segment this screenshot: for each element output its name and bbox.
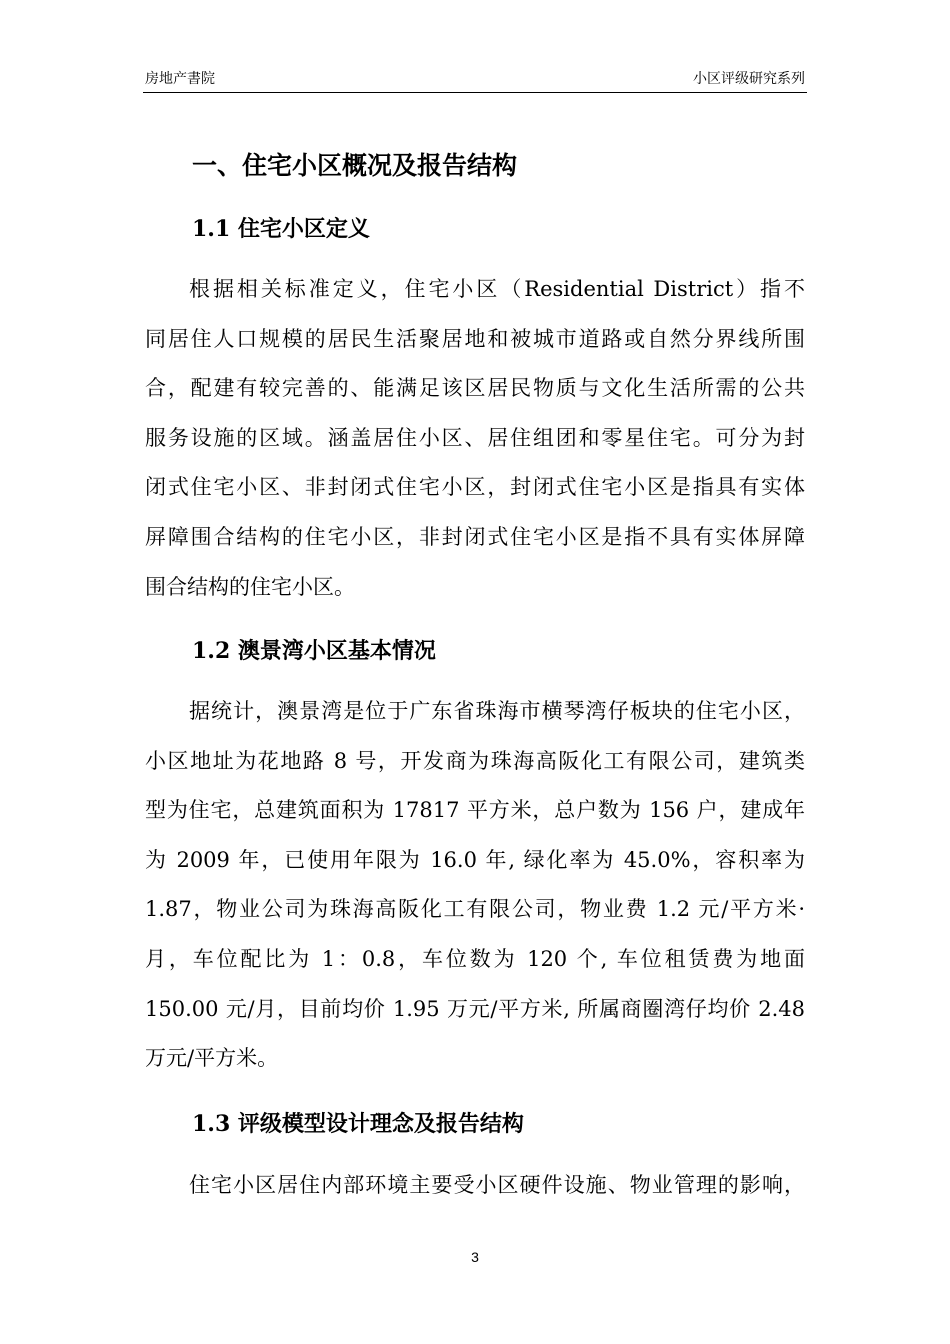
header-left: 房地产書院 — [145, 70, 215, 86]
text-line: 150.00 元/月，目前均价 1.95 万元/平方米, 所属商圈湾仔均价 2.48 — [145, 996, 805, 1021]
text-line: 万元/平方米。 — [145, 1046, 279, 1071]
text-line: 闭式住宅小区、非封闭式住宅小区，封闭式住宅小区是指具有实体 — [145, 475, 805, 500]
text-line: 据统计，澳景湾是位于广东省珠海市横琴湾仔板块的住宅小区， — [189, 699, 805, 723]
text-line: 小区地址为花地路 8 号，开发商为珠海高阪化工有限公司，建筑类 — [145, 748, 805, 773]
chapter-title: 一、住宅小区概况及报告结构 — [192, 151, 518, 180]
paragraph-1-3 — [145, 1170, 805, 1220]
header-divider — [143, 92, 807, 93]
section-heading-1-1: 1.1 住宅小区定义 — [192, 216, 370, 242]
paragraph-1-2 — [145, 696, 805, 1093]
text-line: 住宅小区居住内部环境主要受小区硬件设施、物业管理的影响， — [189, 1173, 805, 1197]
text-line: 服务设施的区域。涵盖居住小区、居住组团和零星住宅。可分为封 — [145, 425, 805, 450]
section-heading-1-2: 1.2 澳景湾小区基本情况 — [192, 638, 436, 664]
text-line: 根据相关标准定义，住宅小区（Residential District）指不 — [189, 277, 805, 301]
section-heading-1-3: 1.3 评级模型设计理念及报告结构 — [192, 1111, 524, 1137]
paragraph-1-1 — [145, 274, 805, 621]
header-right: 小区评级研究系列 — [693, 70, 805, 86]
text-line: 同居住人口规模的居民生活聚居地和被城市道路或自然分界线所围 — [145, 326, 805, 351]
text-line: 1.87，物业公司为珠海高阪化工有限公司，物业费 1.2 元/平方米· — [145, 897, 805, 922]
text-line: 合，配建有较完善的、能满足该区居民物质与文化生活所需的公共 — [145, 376, 805, 401]
text-line: 月，车位配比为 1：0.8，车位数为 120 个, 车位租赁费为地面 — [145, 946, 805, 971]
text-line: 型为住宅，总建筑面积为 17817 平方米，总户数为 156 户，建成年 — [145, 798, 805, 823]
text-line: 为 2009 年，已使用年限为 16.0 年, 绿化率为 45.0%，容积率为 — [145, 847, 805, 872]
page-number: 3 — [471, 1249, 479, 1265]
text-line: 围合结构的住宅小区。 — [145, 574, 355, 599]
text-line: 屏障围合结构的住宅小区，非封闭式住宅小区是指不具有实体屏障 — [145, 524, 805, 549]
